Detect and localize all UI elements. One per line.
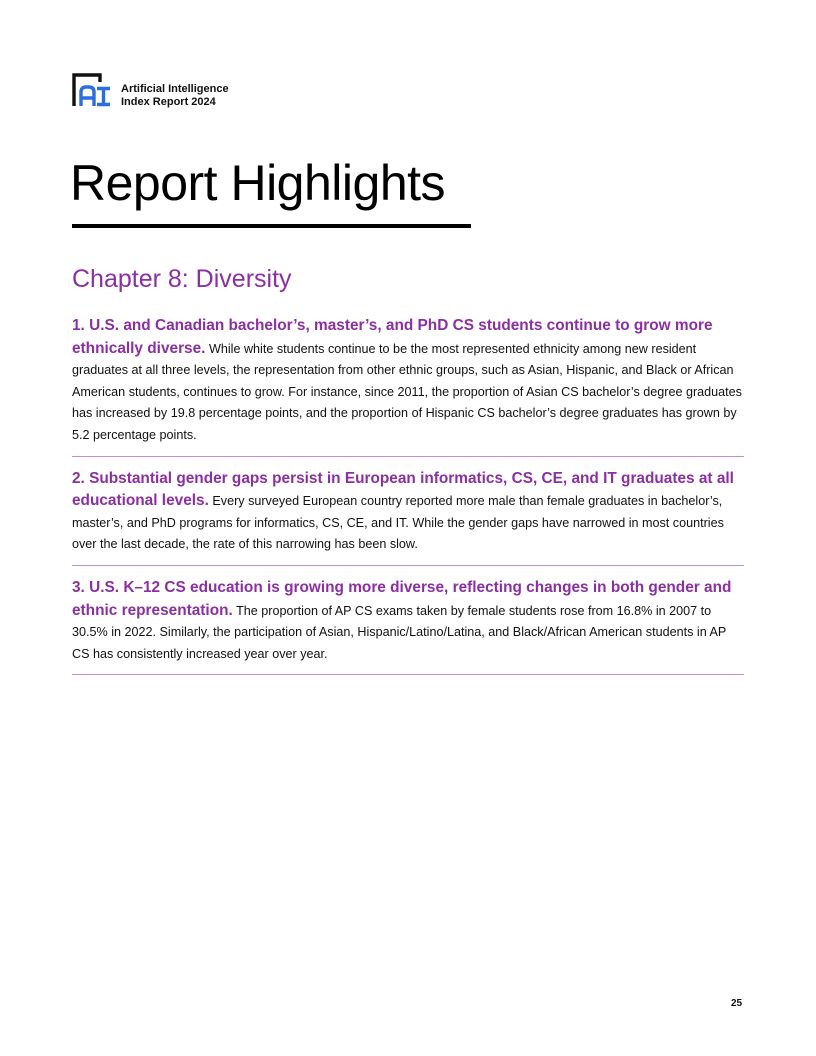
highlight-item <box>72 577 744 675</box>
highlight-item <box>72 315 744 457</box>
report-logo <box>72 73 229 109</box>
ai-index-logo-icon <box>72 73 112 107</box>
highlight-item <box>72 468 744 566</box>
page-title: Report Highlights <box>70 155 446 211</box>
highlight-paragraph <box>72 577 744 665</box>
highlight-paragraph <box>72 468 744 556</box>
title-underline <box>72 224 471 228</box>
highlight-heading: 2. Substantial gender gaps persist in European informatics, CS, CE, and IT graduates at all educational levels. <box>72 469 734 510</box>
page-number: 25 <box>731 998 743 1009</box>
logo-text <box>121 83 229 109</box>
highlight-body: While white students continue to be the most represented ethnicity among new resident graduates at all three levels, the representation from other ethnic groups, such as Asian, Hispanic, and Black or African American students, continues to grow. For instance, since 2011, the proportion of Asian CS bachelor’s degree graduates has increased by 19.8 percentage points, and the proportion of Hispanic CS bachelor’s degree graduates has grown by 5.2 percentage points. <box>72 341 742 442</box>
highlight-body: Every surveyed European country reported more male than female graduates in bachelor’s, master’s, and PhD programs for informatics, CS, CE, and IT. While the gender gaps have narrowed in most countries over the last decade, the rate of this narrowing has been slow. <box>72 494 724 552</box>
highlight-heading: 3. U.S. K–12 CS education is growing more diverse, reflecting changes in both gender and ethnic representation. <box>72 578 732 619</box>
logo-title-line1: Artificial Intelligence <box>121 83 229 95</box>
logo-title-line2: Index Report 2024 <box>121 96 216 108</box>
highlights-list <box>72 315 744 686</box>
highlight-heading: 1. U.S. and Canadian bachelor’s, master’s, and PhD CS students continue to grow more ethnically diverse. <box>72 317 713 357</box>
chapter-title: Chapter 8: Diversity <box>72 265 292 293</box>
highlight-paragraph <box>72 315 744 447</box>
highlight-body: The proportion of AP CS exams taken by female students rose from 16.8% in 2007 to 30.5% in 2022. Similarly, the participation of Asian, Hispanic/Latino/Latina, and Black/African American students in AP CS has consistently increased year over year. <box>72 603 727 661</box>
